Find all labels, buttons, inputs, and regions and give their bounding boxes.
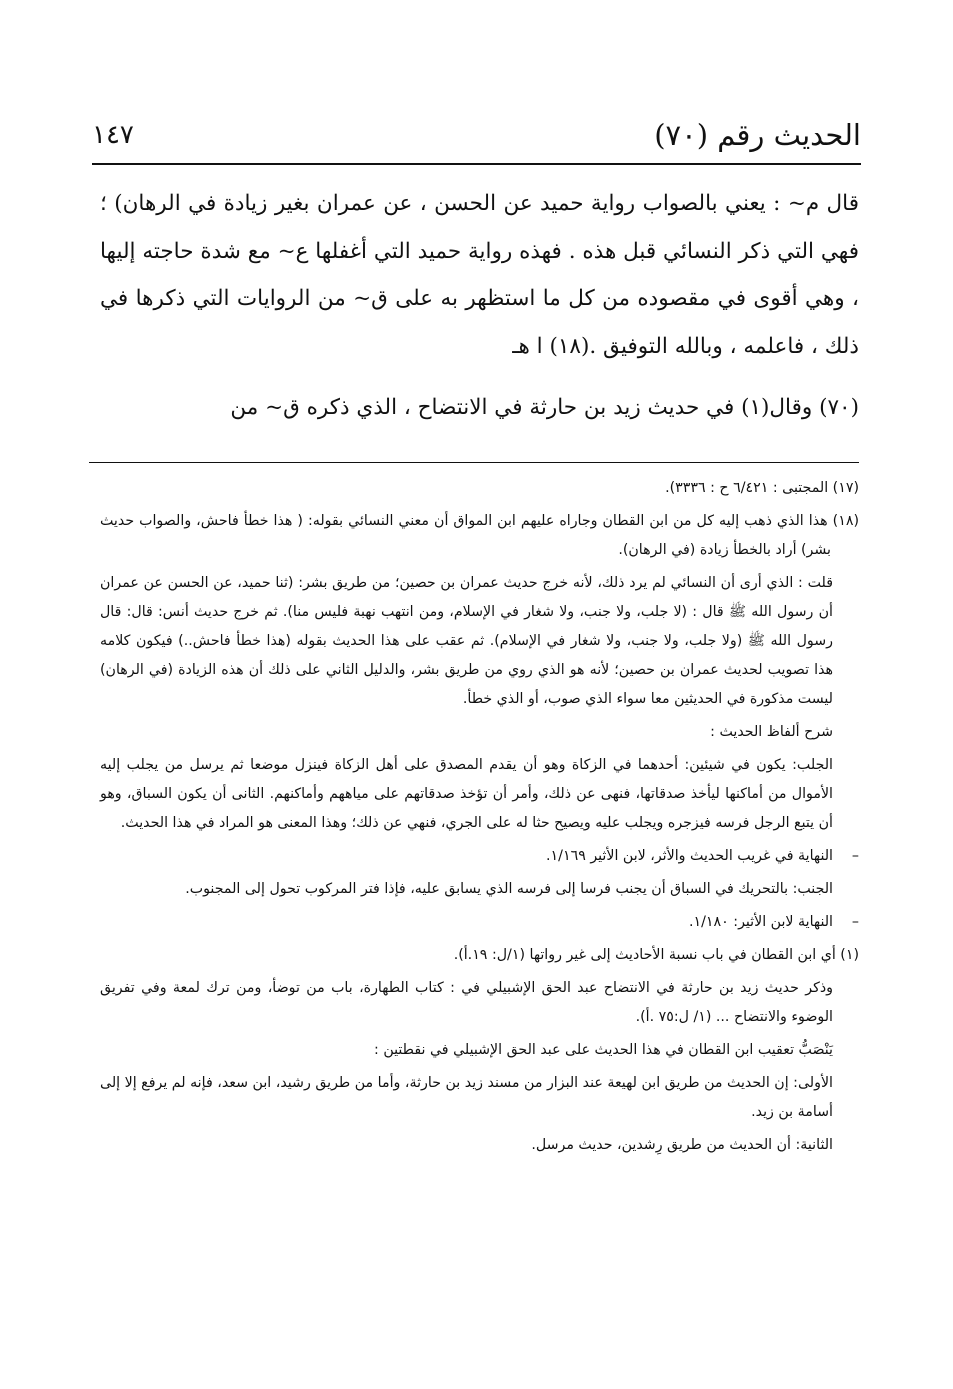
footnote-18-paragraph: الجلب: يكون في شيئين: أحدهما في الزكاة وهو أن يقدم المصدق على أهل الزكاة فينزل موضعا ثم يرسل من يجلب إليه الأموال من أماكنها ليأخذ صدقاتها، فنهى عن ذلك، وأمر أن تؤخذ صدقاتهم على مياههم وأماكنهم. الثانى أن يكون السباق، وهو أن يتبع الرجل فرسه فيزجره ويجلب عليه ويصيح حثا له على الجري، فنهي عن ذلك؛ وهذا المعنى هو المراد في هذا الحديث.	[100, 757, 833, 831]
main-paragraph-hadith-70: (٧٠) وقال(١) في حديث زيد بن حارثة في الانتضاح ، الذي ذكره ق~ من	[230, 395, 859, 420]
footnote-rule	[89, 462, 859, 463]
main-paragraph: قال م~ : يعني بالصواب رواية حميد عن الحسن ، عن عمران بغير زيادة في الرهان) ؛ فهي التي ذكر النسائي قبل هذه . فهذه رواية حميد التي أغفلها ع~ مع شدة حاجته إليها ، وهي أقوى في مقصوده من كل ما استظهر به على ق~ من الروايات التي ذكرها في ذلك ، فاعلمه ، وبالله التوفيق .(١٨) ا هـ	[100, 191, 859, 359]
header-title: الحديث رقم (٧٠)	[654, 118, 861, 152]
running-header	[92, 112, 861, 158]
footnote-18-reference: – النهاية في غريب الحديث والأثر، لابن الأثير ١/١٦٩.	[100, 842, 859, 871]
header-rule	[92, 163, 861, 165]
footnote-18-reference: – النهاية لابن الأثير: ١/١٨٠.	[100, 908, 859, 937]
footnote-1: (١) أي ابن القطان في باب نسبة الأحاديث إلى غير رواتها (١/ل: ١٩.أ).	[453, 947, 859, 963]
footnote-1-paragraph: وذكر حديث زيد بن حارثة في الانتضاح عبد الحق الإشبيلي في : كتاب الطهارة، باب من توضأ، ومن ترك لمعة وفي تفريق الوضوء والانتضاح ... (١/ ل:٧٥ .أ).	[100, 980, 833, 1025]
footnote-18-paragraph: الجنب: بالتحريك في السباق أن يجنب فرسا إلى فرسه الذي يسابق عليه، فإذا فتر المركوب تحول إلى المجنوب.	[185, 881, 833, 897]
footnote-1-paragraph: الثانية: أن الحديث من طريق رِشدين، حديث مرسل.	[531, 1137, 833, 1153]
footnote-18-paragraph: قلت : الذي أرى أن النسائي لم يرد ذلك، لأنه خرج حديث عمران بن حصين؛ من طريق بشر: (ثنا حميد، عن الحسن عن عمران أن رسول الله ﷺ قال : (لا جلب، ولا جنب، ولا شغار في الإسلام، ومن انتهب نهبة فليس منا). ثم خرج حديث أنس: قال: قال رسول الله ﷺ (ولا جلب، ولا جنب، ولا شغار في الإسلام). ثم عقب على هذا الحديث بقوله (هذا خطأ فاحش..) فيكون كلامه هذا تصويب لحديث عمران بن حصين؛ لأنه هو الذي روي من طريق بشر، والدليل الثاني على ذلك أن هذه الزيادة (في الرهان) ليست مذكورة في الحديثين معا سواء الذي صوب، أو الذي خطأ.	[100, 575, 833, 707]
footnote-18-heading: شرح ألفاظ الحديث :	[710, 724, 833, 740]
footnote-18: (١٨) هذا الذي ذهب إليه كل من ابن القطان وجاراه عليهم ابن المواق أن معني النسائي بقوله: ( هذا خطأ فاحش، والصواب حديث بشر) أراد بالخطأ زيادة (في الرهان).	[100, 513, 859, 558]
footnote-1-paragraph: يَنْصَبُّ تعقيب ابن القطان في هذا الحديث على عبد الحق الإشبيلي في نقطتين :	[374, 1042, 833, 1058]
page-number: ١٤٧	[92, 120, 134, 150]
main-text	[100, 180, 859, 432]
footnote-17: (١٧) المجتبى : ٦/٤٢١ ح : ٣٣٣٦).	[665, 480, 859, 496]
footnotes	[100, 474, 859, 1164]
footnote-1-paragraph: الأولى: إن الحديث من طريق ابن لهيعة عند البزار من مسند زيد بن حارثة، وأما من طريق رشيد، ابن سعد، فإنه لم يرفع إلا إلى أسامة بن زيد.	[100, 1075, 833, 1120]
